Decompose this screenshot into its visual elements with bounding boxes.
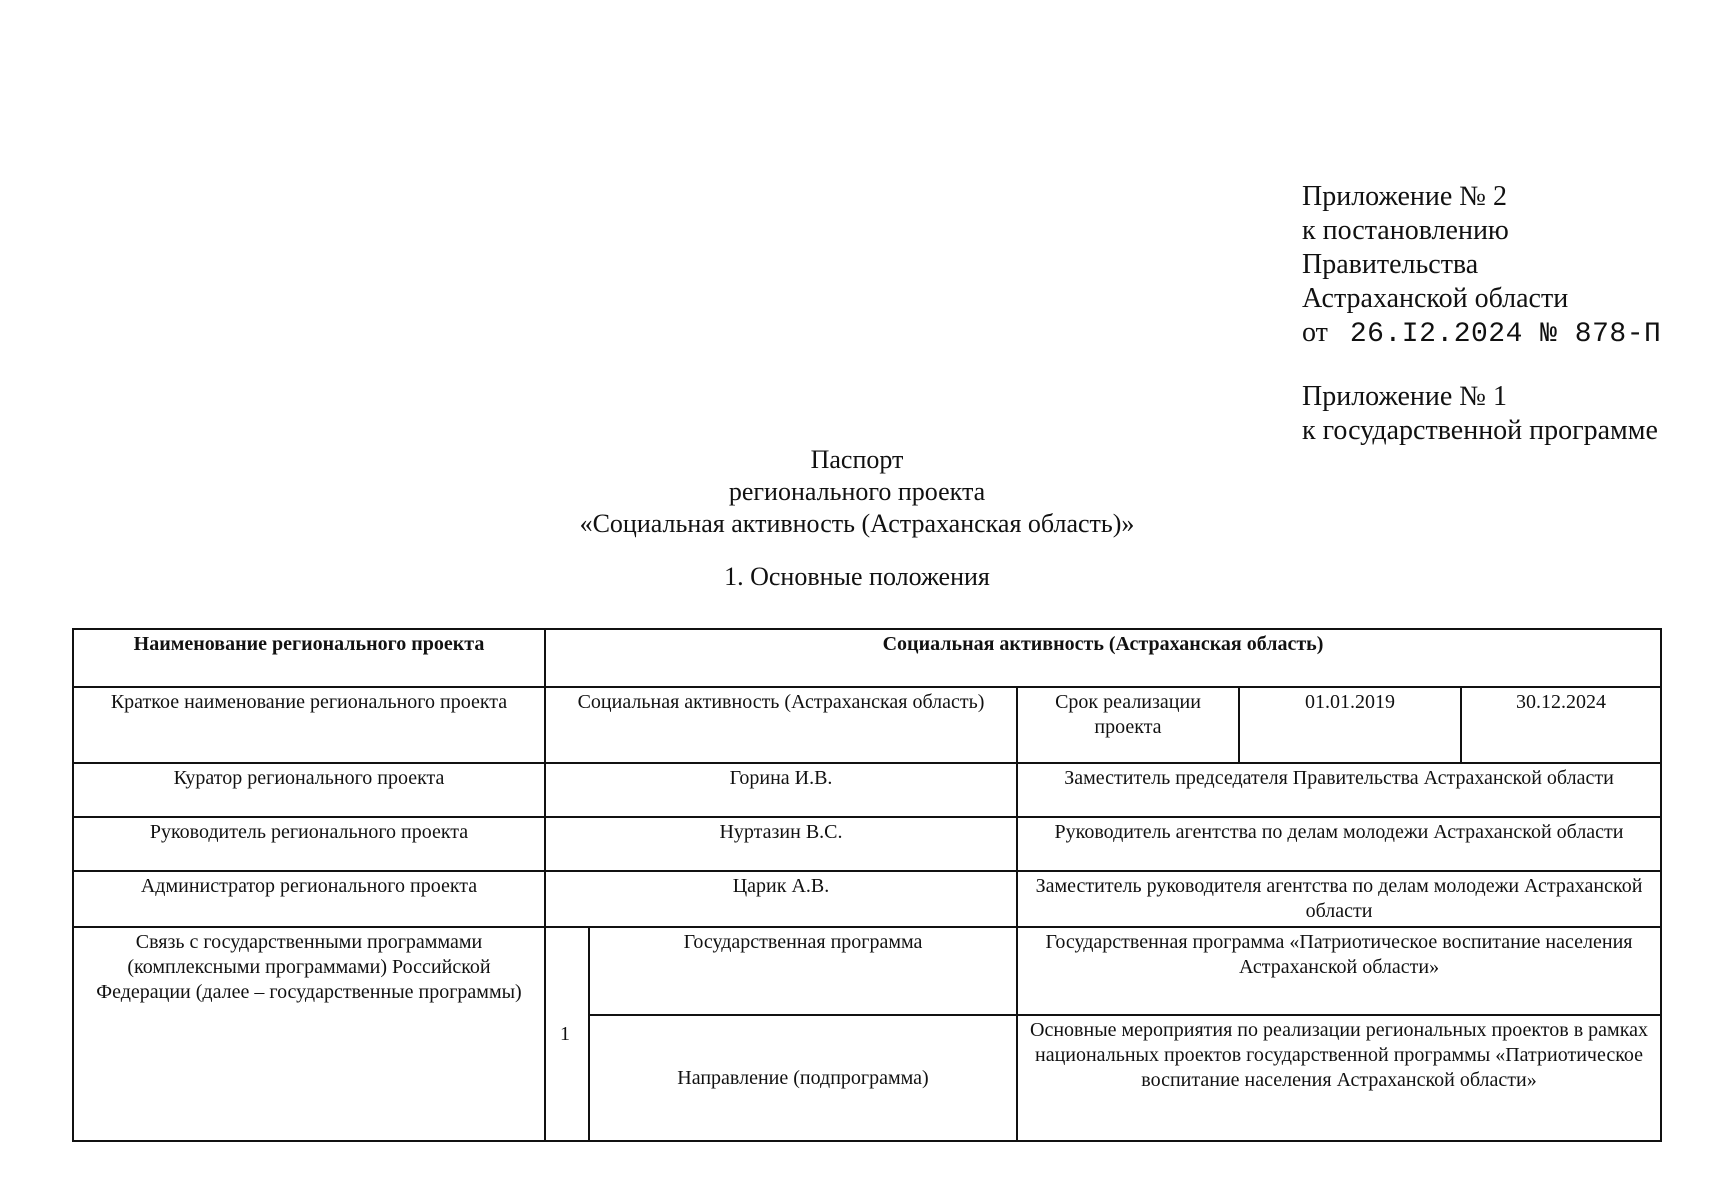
term-label: Срок реализации проекта (1017, 687, 1239, 763)
decree-from-label: от (1302, 317, 1328, 348)
term-start-date: 01.01.2019 (1239, 687, 1461, 763)
passport-table (72, 628, 1662, 1142)
document-title (0, 444, 1714, 540)
state-program-value: Государственная программа «Патриотическое воспитание населения Астраханской области» (1017, 927, 1661, 1015)
term-end-date: 30.12.2024 (1461, 687, 1661, 763)
curator-position: Заместитель председателя Правительства Астраханской области (1017, 763, 1661, 817)
annex-2-header (1302, 180, 1661, 352)
annex-2-line: к постановлению (1302, 215, 1509, 246)
state-program-label: Государственная программа (589, 927, 1017, 1015)
table-row (73, 871, 1661, 927)
admin-position: Заместитель руководителя агентства по делам молодежи Астраханской области (1017, 871, 1661, 927)
annex-2-line: Приложение № 2 (1302, 181, 1507, 212)
direction-value: Основные мероприятия по реализации региональных проектов в рамках национальных проектов государственной программы «Патриотическое воспитание населения Астраханской области» (1017, 1015, 1661, 1141)
admin-label: Администратор регионального проекта (73, 871, 545, 927)
table-row (73, 817, 1661, 871)
table-row (73, 629, 1661, 687)
direction-label: Направление (подпрограмма) (589, 1015, 1017, 1141)
program-link-index: 1 (545, 927, 589, 1141)
annex-1-header (1302, 380, 1658, 448)
project-name-value: Социальная активность (Астраханская область) (545, 629, 1661, 687)
title-line-regional-project: регионального проекта (728, 477, 986, 506)
annex-1-line: Приложение № 1 (1302, 381, 1507, 412)
short-name-value: Социальная активность (Астраханская область) (545, 687, 1017, 763)
section-heading: 1. Основные положения (724, 562, 990, 591)
annex-1-line: к государственной программе (1302, 415, 1658, 446)
project-name-label: Наименование регионального проекта (73, 629, 545, 687)
short-name-label: Краткое наименование регионального проекта (73, 687, 545, 763)
title-line-project-name: «Социальная активность (Астраханская область)» (579, 509, 1135, 538)
table-row (73, 687, 1661, 763)
head-name: Нуртазин В.С. (545, 817, 1017, 871)
program-link-label: Связь с государственными программами (комплексными программами) Российской Федерации (далее – государственные программы) (73, 927, 545, 1141)
annex-2-line: Правительства (1302, 249, 1479, 280)
table-row (73, 927, 1661, 1015)
table-row (73, 763, 1661, 817)
curator-label: Куратор регионального проекта (73, 763, 545, 817)
head-label: Руководитель регионального проекта (73, 817, 545, 871)
head-position: Руководитель агентства по делам молодежи Астраханской области (1017, 817, 1661, 871)
title-line-passport: Паспорт (810, 445, 904, 474)
decree-date-number-stamp: 26.I2.2024 № 878-П (1349, 319, 1662, 350)
decree-reference (1302, 316, 1661, 352)
curator-name: Горина И.В. (545, 763, 1017, 817)
admin-name: Царик А.В. (545, 871, 1017, 927)
annex-2-line: Астраханской области (1302, 283, 1569, 314)
